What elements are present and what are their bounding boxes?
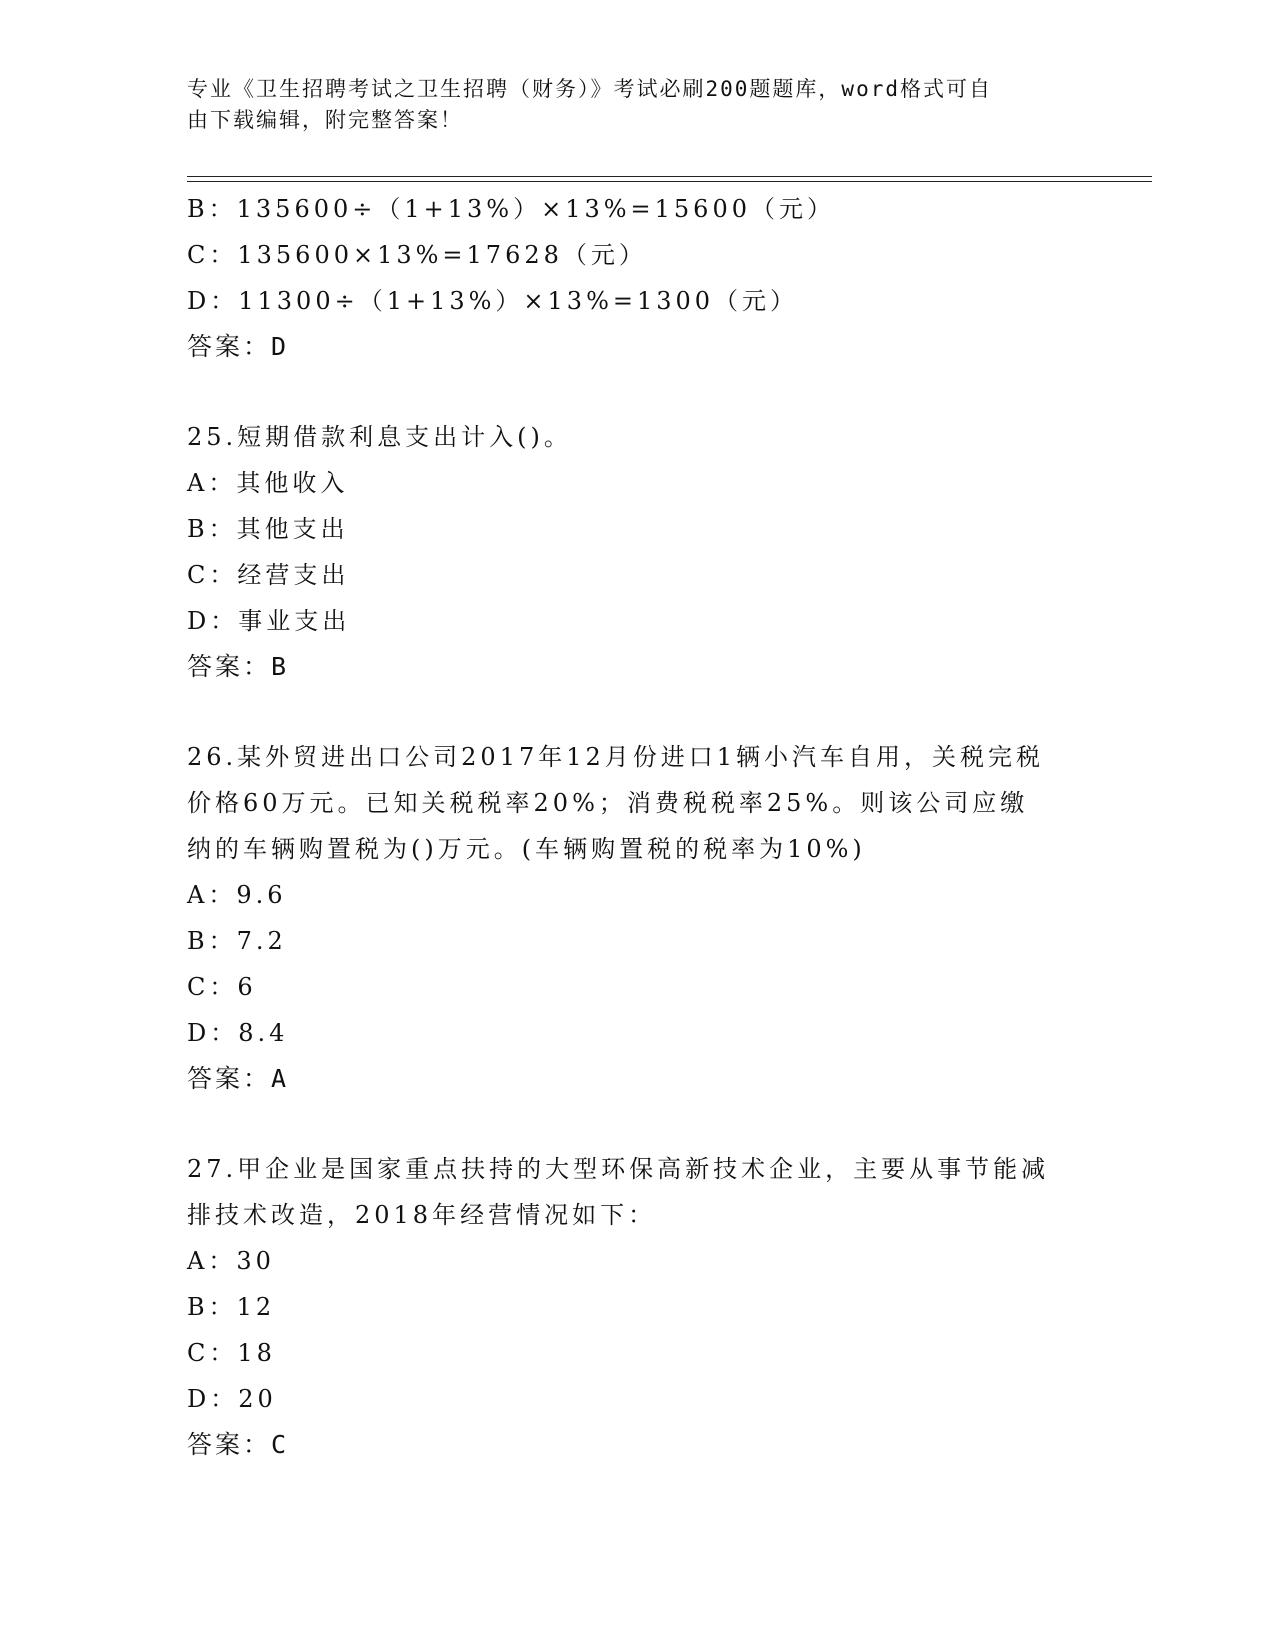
spacer <box>187 1102 1087 1146</box>
question-text-line-1: 26.某外贸进出口公司2017年12月份进口1辆小汽车自用，关税完税 <box>187 743 1045 771</box>
option-b: B：12 <box>187 1293 276 1321</box>
question-list <box>187 186 1087 1468</box>
question-text-line-3: 纳的车辆购置税为()万元。(车辆购置税的税率为10%) <box>187 835 866 863</box>
answer-label: 答案：B <box>187 652 290 681</box>
option-c: C：18 <box>187 1339 276 1367</box>
question-text-line-2: 价格60万元。已知关税税率20%；消费税税率25%。则该公司应缴 <box>187 789 1029 817</box>
spacer <box>187 690 1087 734</box>
header-divider-top <box>187 176 1152 177</box>
question-block-24 <box>187 186 1087 370</box>
question-text-line-2: 排技术改造，2018年经营情况如下： <box>187 1201 657 1229</box>
option-a: A：30 <box>187 1247 275 1275</box>
spacer <box>187 370 1087 414</box>
option-b: B：其他支出 <box>187 515 349 543</box>
option-c: C：6 <box>187 973 257 1001</box>
answer-label: 答案：C <box>187 1430 290 1459</box>
option-c: C：135600×13%=17628（元） <box>187 241 647 269</box>
question-block-26 <box>187 734 1087 1102</box>
answer-label: 答案：D <box>187 332 290 361</box>
option-d: D：8.4 <box>187 1019 289 1047</box>
question-block-27 <box>187 1146 1087 1468</box>
option-d: D：11300÷（1+13%）×13%=1300（元） <box>187 287 799 315</box>
question-text-line-1: 27.甲企业是国家重点扶持的大型环保高新技术企业，主要从事节能减 <box>187 1155 1050 1183</box>
option-b: B：135600÷（1+13%）×13%=15600（元） <box>187 195 835 223</box>
option-b: B：7.2 <box>187 927 287 955</box>
option-c: C：经营支出 <box>187 561 350 589</box>
option-d: D：事业支出 <box>187 607 351 635</box>
option-a: A：其他收入 <box>187 469 349 497</box>
header-divider-bottom <box>187 181 1152 182</box>
option-a: A：9.6 <box>187 881 287 909</box>
header-line-1: 专业《卫生招聘考试之卫生招聘（财务）》考试必刷200题题库，word格式可自 <box>187 77 992 101</box>
option-d: D：20 <box>187 1385 277 1413</box>
question-block-25 <box>187 414 1087 690</box>
question-text: 25.短期借款利息支出计入()。 <box>187 423 572 451</box>
header-line-2: 由下载编辑，附完整答案！ <box>187 108 463 132</box>
document-header <box>187 74 1067 136</box>
answer-label: 答案：A <box>187 1064 290 1093</box>
